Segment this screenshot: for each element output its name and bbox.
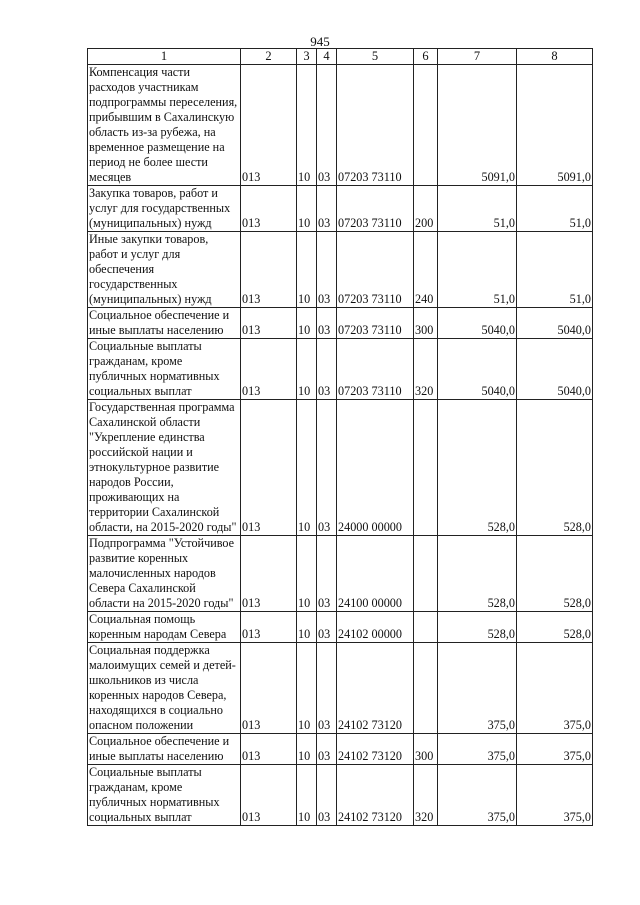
- table-row: [88, 612, 593, 643]
- target-item-cell: 24102 73120: [337, 765, 414, 826]
- table-row: [88, 734, 593, 765]
- expense-type-cell: 300: [414, 734, 438, 765]
- header-cell: 8: [517, 49, 593, 65]
- amount-cell: 5040,0: [438, 339, 517, 400]
- expense-type-cell: [414, 400, 438, 536]
- item-name-cell: Подпрограмма "Устойчивое развитие коренных малочисленных народов Севера Сахалинской области на 2015-2020 годы": [88, 536, 241, 612]
- amount-cell: 51,0: [438, 232, 517, 308]
- amount-cell: 375,0: [438, 765, 517, 826]
- amount-cell: 375,0: [517, 643, 593, 734]
- table-row: [88, 765, 593, 826]
- expense-type-cell: [414, 536, 438, 612]
- admin-code-cell: 013: [241, 232, 297, 308]
- expense-type-cell: [414, 643, 438, 734]
- admin-code-cell: 013: [241, 339, 297, 400]
- subsection-code-cell: 03: [317, 339, 337, 400]
- section-code-cell: 10: [297, 400, 317, 536]
- item-name-cell: Социальная помощь коренным народам Севера: [88, 612, 241, 643]
- header-cell: 4: [317, 49, 337, 65]
- target-item-cell: 07203 73110: [337, 339, 414, 400]
- target-item-cell: 24102 00000: [337, 612, 414, 643]
- amount-cell: 5091,0: [517, 65, 593, 186]
- table-row: [88, 65, 593, 186]
- header-row: [88, 49, 593, 65]
- subsection-code-cell: 03: [317, 643, 337, 734]
- header-cell: 6: [414, 49, 438, 65]
- item-name-cell: Социальные выплаты гражданам, кроме публичных нормативных социальных выплат: [88, 765, 241, 826]
- admin-code-cell: 013: [241, 186, 297, 232]
- amount-cell: 5091,0: [438, 65, 517, 186]
- table-body: [88, 49, 593, 826]
- item-name-cell: Компенсация части расходов участникам подпрограммы переселения, прибывшим в Сахалинскую область из-за рубежа, на временное размещение на период не более шести месяцев: [88, 65, 241, 186]
- target-item-cell: 24000 00000: [337, 400, 414, 536]
- amount-cell: 528,0: [438, 612, 517, 643]
- admin-code-cell: 013: [241, 65, 297, 186]
- expense-type-cell: 320: [414, 339, 438, 400]
- subsection-code-cell: 03: [317, 400, 337, 536]
- header-cell: 3: [297, 49, 317, 65]
- header-cell: 1: [88, 49, 241, 65]
- admin-code-cell: 013: [241, 765, 297, 826]
- amount-cell: 375,0: [517, 734, 593, 765]
- expense-type-cell: 240: [414, 232, 438, 308]
- amount-cell: 5040,0: [517, 308, 593, 339]
- expense-type-cell: 320: [414, 765, 438, 826]
- item-name-cell: Социальное обеспечение и иные выплаты населению: [88, 308, 241, 339]
- target-item-cell: 24100 00000: [337, 536, 414, 612]
- target-item-cell: 07203 73110: [337, 308, 414, 339]
- target-item-cell: 24102 73120: [337, 734, 414, 765]
- subsection-code-cell: 03: [317, 232, 337, 308]
- amount-cell: 528,0: [438, 400, 517, 536]
- subsection-code-cell: 03: [317, 536, 337, 612]
- section-code-cell: 10: [297, 308, 317, 339]
- target-item-cell: 07203 73110: [337, 232, 414, 308]
- header-cell: 7: [438, 49, 517, 65]
- item-name-cell: Иные закупки товаров, работ и услуг для обеспечения государственных (муниципальных) нужд: [88, 232, 241, 308]
- expense-type-cell: [414, 65, 438, 186]
- amount-cell: 528,0: [438, 536, 517, 612]
- amount-cell: 51,0: [438, 186, 517, 232]
- amount-cell: 5040,0: [438, 308, 517, 339]
- subsection-code-cell: 03: [317, 765, 337, 826]
- table-row: [88, 339, 593, 400]
- table-row: [88, 643, 593, 734]
- admin-code-cell: 013: [241, 612, 297, 643]
- amount-cell: 51,0: [517, 232, 593, 308]
- header-cell: 2: [241, 49, 297, 65]
- subsection-code-cell: 03: [317, 65, 337, 186]
- expense-type-cell: 200: [414, 186, 438, 232]
- section-code-cell: 10: [297, 65, 317, 186]
- header-cell: 5: [337, 49, 414, 65]
- subsection-code-cell: 03: [317, 186, 337, 232]
- amount-cell: 528,0: [517, 612, 593, 643]
- target-item-cell: 24102 73120: [337, 643, 414, 734]
- section-code-cell: 10: [297, 612, 317, 643]
- table-row: [88, 400, 593, 536]
- amount-cell: 528,0: [517, 536, 593, 612]
- section-code-cell: 10: [297, 734, 317, 765]
- page-number: 945: [310, 34, 330, 49]
- table-row: [88, 536, 593, 612]
- section-code-cell: 10: [297, 339, 317, 400]
- subsection-code-cell: 03: [317, 308, 337, 339]
- admin-code-cell: 013: [241, 643, 297, 734]
- admin-code-cell: 013: [241, 400, 297, 536]
- amount-cell: 51,0: [517, 186, 593, 232]
- target-item-cell: 07203 73110: [337, 65, 414, 186]
- amount-cell: 528,0: [517, 400, 593, 536]
- table-row: [88, 186, 593, 232]
- budget-table: [87, 48, 593, 826]
- target-item-cell: 07203 73110: [337, 186, 414, 232]
- admin-code-cell: 013: [241, 536, 297, 612]
- expense-type-cell: 300: [414, 308, 438, 339]
- section-code-cell: 10: [297, 536, 317, 612]
- item-name-cell: Социальные выплаты гражданам, кроме публичных нормативных социальных выплат: [88, 339, 241, 400]
- amount-cell: 375,0: [438, 734, 517, 765]
- item-name-cell: Государственная программа Сахалинской области "Укрепление единства российской нации и этнокультурное развитие народов России, проживающих на территории Сахалинской области, на 2015-2020 годы": [88, 400, 241, 536]
- section-code-cell: 10: [297, 643, 317, 734]
- section-code-cell: 10: [297, 765, 317, 826]
- item-name-cell: Социальная поддержка малоимущих семей и детей-школьников из числа коренных народов Севера, находящихся в социально опасном положении: [88, 643, 241, 734]
- amount-cell: 5040,0: [517, 339, 593, 400]
- item-name-cell: Закупка товаров, работ и услуг для государственных (муниципальных) нужд: [88, 186, 241, 232]
- section-code-cell: 10: [297, 186, 317, 232]
- amount-cell: 375,0: [517, 765, 593, 826]
- subsection-code-cell: 03: [317, 734, 337, 765]
- section-code-cell: 10: [297, 232, 317, 308]
- admin-code-cell: 013: [241, 734, 297, 765]
- table-row: [88, 308, 593, 339]
- amount-cell: 375,0: [438, 643, 517, 734]
- subsection-code-cell: 03: [317, 612, 337, 643]
- table-row: [88, 232, 593, 308]
- admin-code-cell: 013: [241, 308, 297, 339]
- expense-type-cell: [414, 612, 438, 643]
- item-name-cell: Социальное обеспечение и иные выплаты населению: [88, 734, 241, 765]
